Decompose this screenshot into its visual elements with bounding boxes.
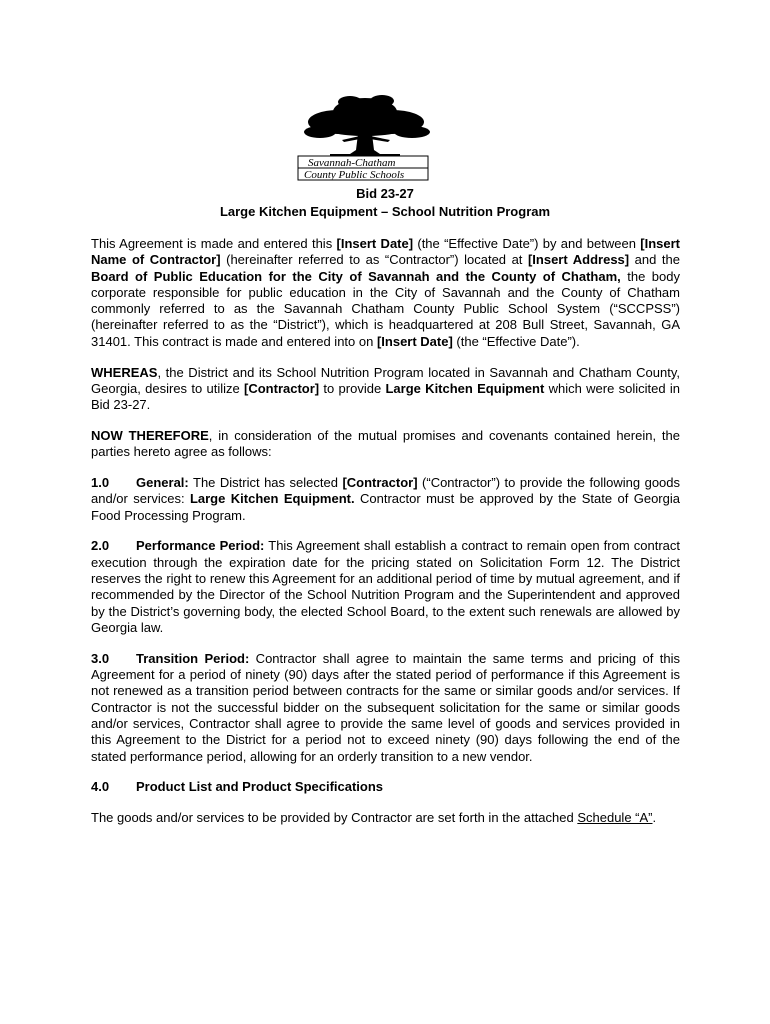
now-therefore-paragraph: NOW THEREFORE, in consideration of the mutual promises and covenants contained herein, the parties hereto agree as follows:	[91, 427, 680, 460]
section-3-transition-period: 3.0 Transition Period: Contractor shall agree to maintain the same terms and pricing of this Agreement for a period of ninety (90) days after the stated period of performance if this Agreement is not renewed as a transition period between contracts for the same or similar goods and/or services. If Contractor is not the successful bidder on the subsequent solicitation for the same or similar goods and/or services, Contractor shall agree to provide the same level of goods and services provided in this Agreement to the District for a period not to exceed ninety (90) days following the end of the stated performance period, allowing for an orderly transition to a new vendor.	[91, 650, 680, 764]
section-4-text: The goods and/or services to be provided by Contractor are set forth in the attached Schedule “A”.	[91, 810, 657, 826]
document-title: Large Kitchen Equipment – School Nutrition Program	[219, 204, 551, 219]
schedule-a-reference: Schedule “A”	[577, 810, 653, 826]
savannah-chatham-logo	[290, 92, 440, 182]
whereas-paragraph: WHEREAS, the District and its School Nutrition Program located in Savannah and Chatham County, Georgia, desires to utilize [Contractor] to provide Large Kitchen Equipment which were solicited in Bid 23-27.	[91, 364, 680, 413]
agreement-body	[91, 236, 680, 841]
logo-line1: Savannah-Chatham	[308, 157, 396, 169]
intro-paragraph: This Agreement is made and entered this [Insert Date] (the “Effective Date”) by and between [Insert Name of Contractor] (hereinafter referred to as “Contractor”) located at [Insert Address] and the Board of Public Education for the City of Savannah and the County of Chatham, the body corporate responsible for public education in the City of Savannah and the County of Chatham commonly referred to as the Savannah Chatham County Public School System (“SCCPSS”) (hereinafter referred to as the “District”), which is headquartered at 208 Bull Street, Savannah, GA 31401. This contract is made and entered into on [Insert Date] (the “Effective Date”).	[91, 236, 680, 349]
section-1-general: 1.0 General: The District has selected [Contractor] (“Contractor”) to provide the following goods and/or services: Large Kitchen Equipment. Contractor must be approved by the State of Georgia Food Processing Program.	[91, 475, 681, 523]
logo-line2: County Public Schools	[304, 169, 405, 181]
bid-number: Bid 23-27	[356, 186, 414, 201]
section-4-heading: 4.0 Product List and Product Specifications	[91, 779, 384, 795]
section-2-performance-period: 2.0 Performance Period: This Agreement shall establish a contract to remain open from contract execution through the expiration date for the pricing stated on Solicitation Form 12. The District reserves the right to renew this Agreement for an additional period of time by mutual agreement, and if recommended by the Director of the School Nutrition Program and the Superintendent and approved by the District’s governing body, the elected School Board, to the extent such renewals are allowed by Georgia law.	[91, 538, 681, 635]
